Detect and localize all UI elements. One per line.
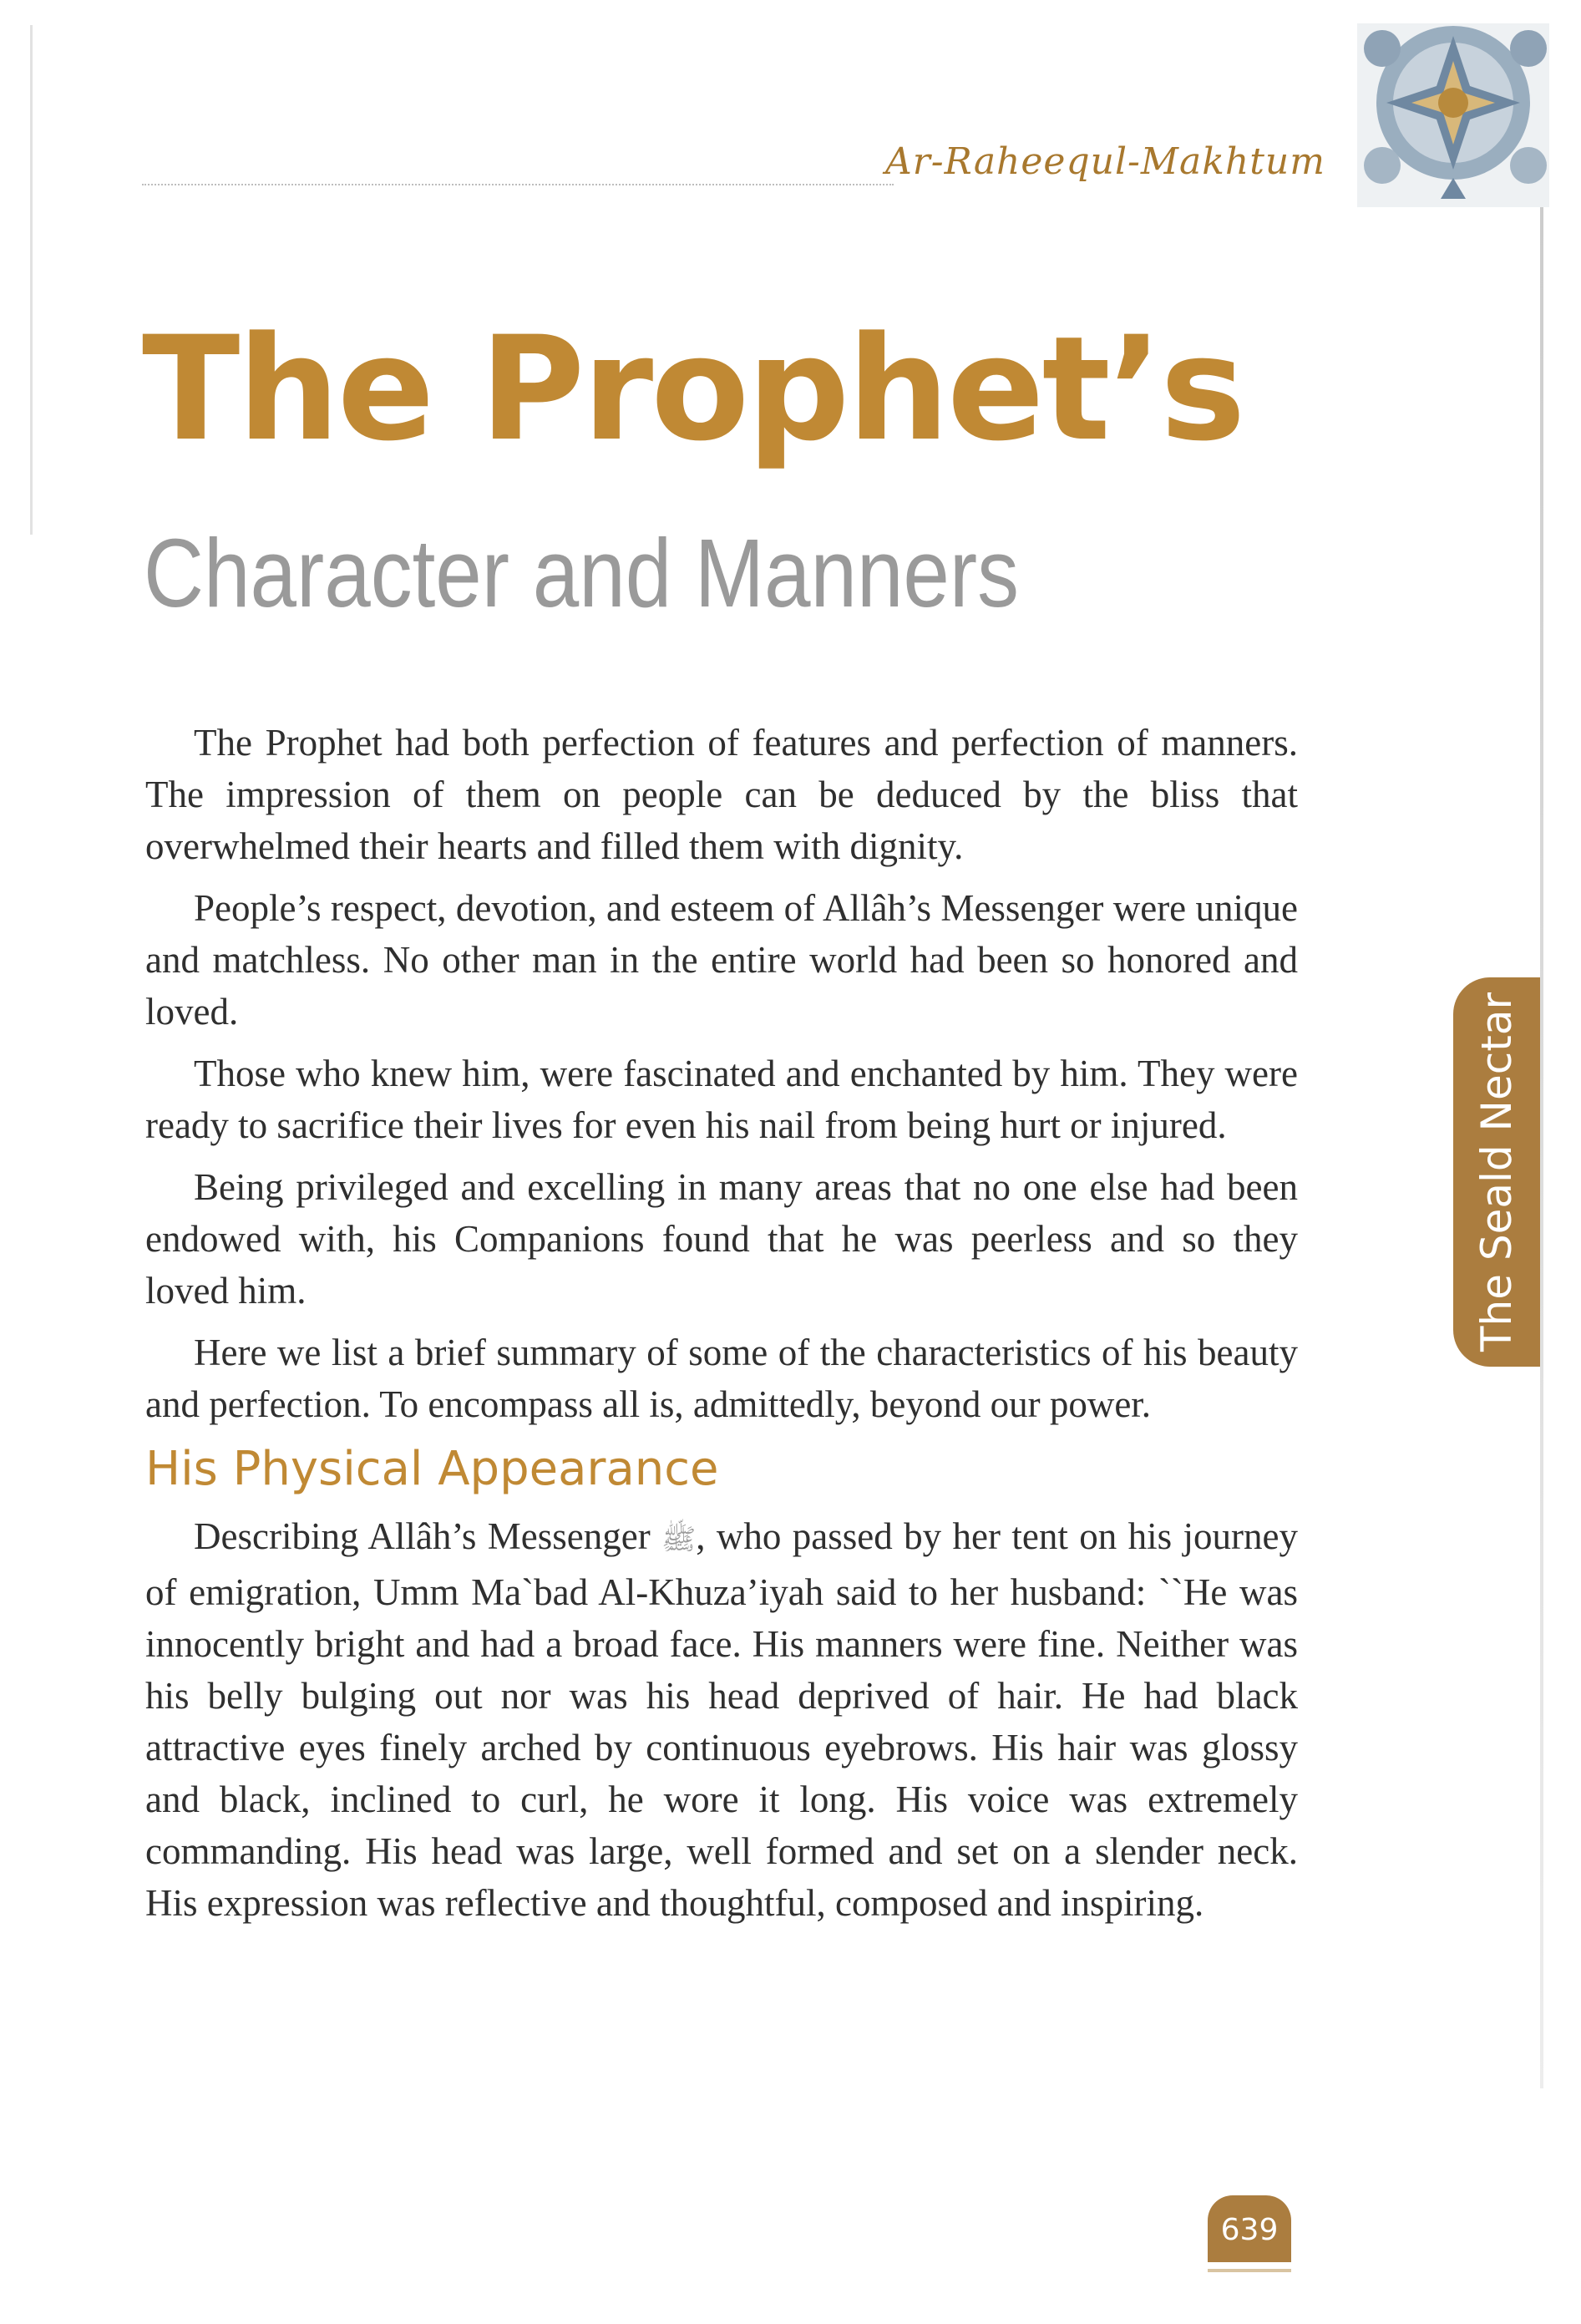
paragraph: People’s respect, devotion, and esteem of Allâh’s Messenger were unique and matchless. No other man in the entire world had been so honored and loved. (145, 887, 1298, 1033)
page-number: 639 (1208, 2195, 1291, 2262)
paragraph: The Prophet had both perfection of features and perfection of manners. The impression of them on people can be deduced by the bliss that overwhelmed their hearts and filled them with dignity. (145, 722, 1298, 867)
chapter-title: The Prophet’s (142, 305, 1244, 473)
decorative-ornament-icon (1349, 23, 1549, 207)
paragraph: Those who knew him, were fascinated and enchanted by him. They were ready to sacrifice their lives for even his nail from being hurt or injured. (145, 1053, 1298, 1146)
header-dotted-line (142, 184, 894, 185)
page-right-rule (1540, 33, 1543, 2088)
section-heading: His Physical Appearance (145, 1442, 719, 1496)
salutation-symbol: ﷺ (661, 1525, 697, 1555)
paragraph: Here we list a brief summary of some of the characteristics of his beauty and perfection. To encompass all is, admittedly, beyond our power. (145, 1332, 1298, 1425)
section-para-rest: , who passed by her tent on his journey of emigration, Umm Ma`bad Al-Khuza’iyah said to her husband: ``He was innocently bright and had a broad face. His manners were fine. Neither was his belly bulging out nor was his head deprived of hair. He had black attractive eyes finely arched by continuous eyebrows. His hair was glossy and black, inclined to curl, he wore it long. His voice was extremely commanding. His head was large, well formed and set on a slender neck. His expression was reflective and thoughtful, composed and inspiring. (145, 1515, 1298, 1924)
running-header-title: Ar-Raheequl-Makhtum (885, 140, 1325, 183)
section-para-start: Describing Allâh’s Messenger (194, 1515, 651, 1557)
side-tab (1453, 977, 1540, 1367)
body-text (145, 717, 1298, 1939)
page-number-underline (1208, 2269, 1291, 2272)
side-tab-label: The Seald Nectar (1472, 992, 1521, 1352)
chapter-subtitle: Character and Manners (144, 519, 1020, 627)
page-left-edge (30, 25, 33, 535)
section-paragraph (145, 1510, 1298, 1929)
paragraph: Being privileged and excelling in many areas that no one else had been endowed with, his Companions found that he was peerless and so they loved him. (145, 1166, 1298, 1312)
